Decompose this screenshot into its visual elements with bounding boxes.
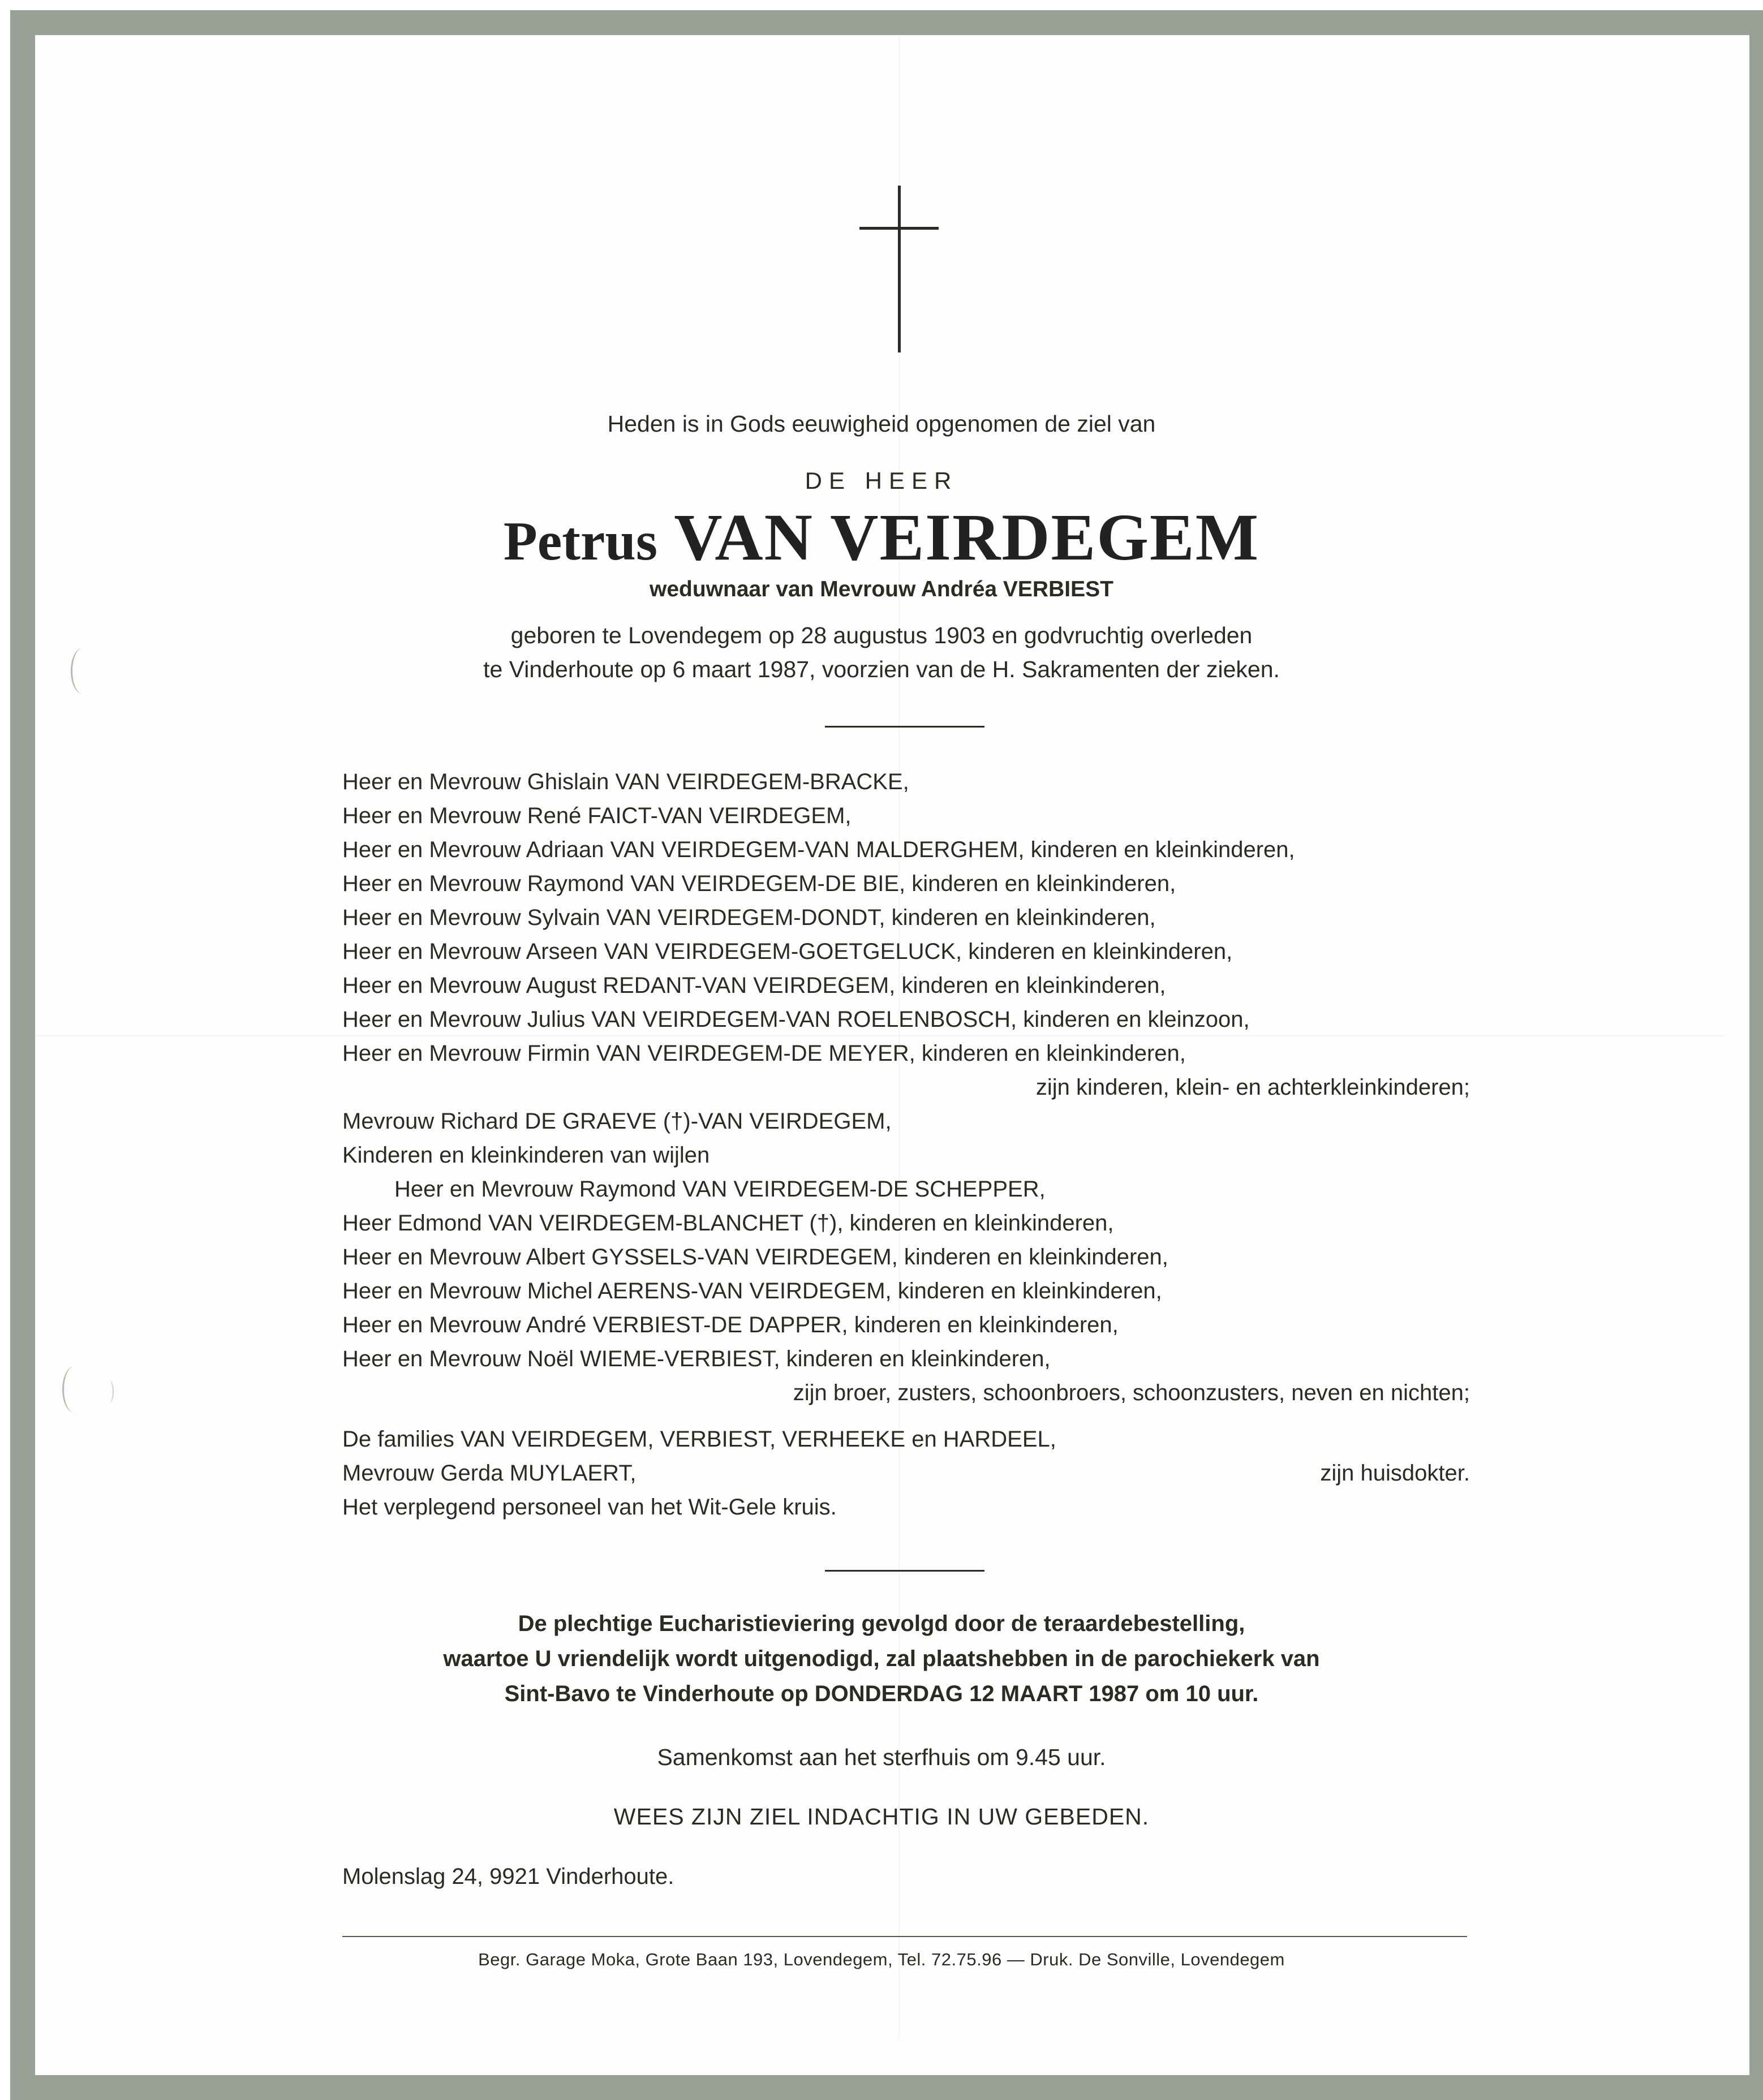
family-line: Heer en Mevrouw Noël WIEME-VERBIEST, kinderen en kleinkinderen,	[342, 1346, 1051, 1371]
family-line: Heer Edmond VAN VEIRDEGEM-BLANCHET (†), kinderen en kleinkinderen,	[342, 1211, 1114, 1236]
cross-vertical-bar	[898, 186, 901, 352]
birth-death-line-2: te Vinderhoute op 6 maart 1987, voorzien van de H. Sakramenten der zieken.	[483, 656, 1280, 682]
family-line-indented: Heer en Mevrouw Raymond VAN VEIRDEGEM-DE SCHEPPER,	[394, 1177, 1046, 1202]
doctor-line	[342, 1456, 1474, 1490]
ceremony-line-3: Sint-Bavo te Vinderhoute op DONDERDAG 12 MAART 1987 om 10 uur.	[504, 1681, 1259, 1706]
footer-rule	[342, 1936, 1467, 1937]
deceased-name	[0, 499, 1763, 576]
family-line: Heer en Mevrouw Adriaan VAN VEIRDEGEM-VAN MALDERGHEM, kinderen en kleinkinderen,	[342, 837, 1295, 862]
prayer-text: WEES ZIJN ZIEL INDACHTIG IN UW GEBEDEN.	[613, 1804, 1150, 1830]
families-line: De families VAN VEIRDEGEM, VERBIEST, VERHEEKE en HARDEEL,	[342, 1427, 1056, 1452]
widower-line: weduwnaar van Mevrouw Andréa VERBIEST	[650, 577, 1113, 601]
birth-death-line-1: geboren te Lovendegem op 28 augustus 1903 en godvruchtig overleden	[510, 622, 1253, 648]
family-line: Heer en Mevrouw Arseen VAN VEIRDEGEM-GOETGELUCK, kinderen en kleinkinderen,	[342, 939, 1233, 964]
family-line: Heer en Mevrouw Albert GYSSELS-VAN VEIRDEGEM, kinderen en kleinkinderen,	[342, 1245, 1168, 1270]
ceremony-line-2: waartoe U vriendelijk wordt uitgenodigd, zal plaatshebben in de parochiekerk van	[443, 1646, 1320, 1671]
family-line: Heer en Mevrouw August REDANT-VAN VEIRDEGEM, kinderen en kleinkinderen,	[342, 973, 1166, 998]
family-line: Heer en Mevrouw Sylvain VAN VEIRDEGEM-DONDT, kinderen en kleinkinderen,	[342, 905, 1156, 930]
punch-hole-bottom-edge	[105, 1380, 114, 1403]
footer-credits: Begr. Garage Moka, Grote Baan 193, Lovendegem, Tel. 72.75.96 — Druk. De Sonville, Lovendegem	[478, 1950, 1285, 1969]
family-line: Mevrouw Richard DE GRAEVE (†)-VAN VEIRDEGEM,	[342, 1109, 892, 1134]
last-name: VAN VEIRDEGEM	[674, 500, 1260, 574]
family-line: Heer en Mevrouw Raymond VAN VEIRDEGEM-DE BIE, kinderen en kleinkinderen,	[342, 871, 1176, 896]
first-name: Petrus	[503, 511, 658, 572]
family-line: Heer en Mevrouw Julius VAN VEIRDEGEM-VAN ROELENBOSCH, kinderen en kleinzoon,	[342, 1007, 1250, 1032]
doctor-name: Mevrouw Gerda MUYLAERT,	[342, 1461, 637, 1486]
punch-hole-bottom	[62, 1366, 87, 1413]
family-relation: zijn broer, zusters, schoonbroers, schoonzusters, neven en nichten;	[793, 1380, 1470, 1405]
divider-top	[825, 726, 984, 728]
family-line: Heer en Mevrouw André VERBIEST-DE DAPPER, kinderen en kleinkinderen,	[342, 1312, 1119, 1337]
cross-icon	[859, 186, 939, 352]
family-line: Kinderen en kleinkinderen van wijlen	[342, 1143, 710, 1168]
address: Molenslag 24, 9921 Vinderhoute.	[342, 1864, 674, 1889]
spacer	[342, 1410, 1474, 1422]
family-relation: zijn kinderen, klein- en achterkleinkinderen;	[1035, 1075, 1470, 1100]
family-line: Heer en Mevrouw René FAICT-VAN VEIRDEGEM,	[342, 803, 852, 828]
ceremony-line-1: De plechtige Eucharistieviering gevolgd door de teraardebestelling,	[518, 1611, 1245, 1636]
family-list	[342, 765, 1474, 1524]
family-line: Heer en Mevrouw Firmin VAN VEIRDEGEM-DE MEYER, kinderen en kleinkinderen,	[342, 1041, 1186, 1066]
gathering-text: Samenkomst aan het sterfhuis om 9.45 uur.	[657, 1744, 1106, 1770]
cross-horizontal-bar	[859, 227, 939, 230]
nursing-line: Het verplegend personeel van het Wit-Gele kruis.	[342, 1495, 837, 1520]
family-line: Heer en Mevrouw Ghislain VAN VEIRDEGEM-BRACKE,	[342, 769, 909, 794]
intro-text: Heden is in Gods eeuwigheid opgenomen de ziel van	[607, 411, 1156, 437]
honorific: DE HEER	[805, 467, 958, 494]
family-line: Heer en Mevrouw Michel AERENS-VAN VEIRDEGEM, kinderen en kleinkinderen,	[342, 1279, 1162, 1303]
doctor-relation: zijn huisdokter.	[1320, 1461, 1470, 1486]
divider-bottom	[825, 1570, 984, 1572]
